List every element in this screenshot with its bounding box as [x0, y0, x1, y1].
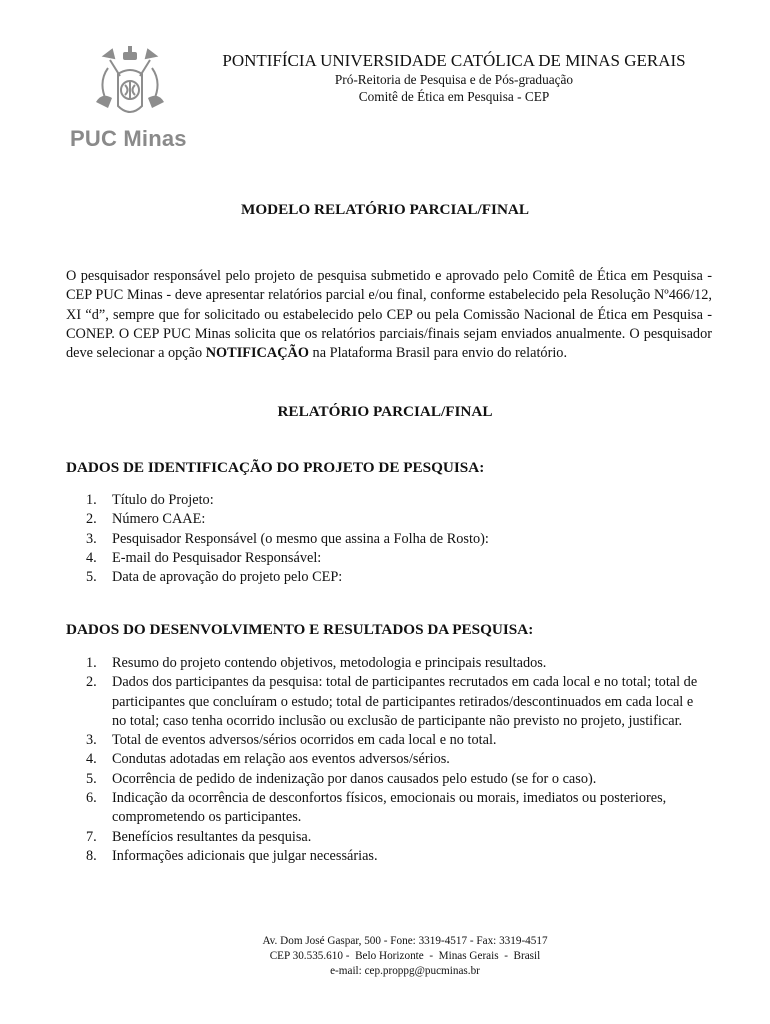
intro-bold-option: NOTIFICAÇÃO: [205, 345, 309, 362]
item-number: 8.: [86, 847, 97, 864]
item-text: Ocorrência de pedido de indenização por danos causados pelo estudo (se for o caso).: [112, 770, 597, 787]
section-heading-identification: DADOS DE IDENTIFICAÇÃO DO PROJETO DE PESQUISA:: [66, 459, 485, 476]
university-name: PONTIFÍCIA UNIVERSIDADE CATÓLICA DE MINAS GERAIS: [222, 51, 686, 70]
list-item: [66, 750, 706, 769]
footer-email: e-mail: cep.proppg@pucminas.br: [330, 965, 480, 977]
footer-city: CEP 30.535.610 - Belo Horizonte - Minas Gerais - Brasil: [269, 950, 541, 962]
footer-address: Av. Dom José Gaspar, 500 - Fone: 3319-4517 - Fax: 3319-4517: [262, 935, 548, 947]
list-item: [66, 828, 706, 847]
item-number: 3.: [86, 530, 97, 547]
page-footer: [200, 934, 610, 979]
item-text: Resumo do projeto contendo objetivos, metodologia e principais resultados.: [112, 655, 547, 671]
intro-paragraph: [66, 267, 712, 363]
item-number: 6.: [86, 790, 97, 807]
list-item: [66, 549, 666, 568]
report-subtitle: RELATÓRIO PARCIAL/FINAL: [277, 403, 493, 420]
list-item: [66, 530, 666, 549]
list-item: [66, 770, 706, 789]
item-text: Indicação da ocorrência de desconfortos físicos, emocionais ou morais, imediatos ou posteriores, comprometendo os participantes.: [112, 790, 667, 826]
institution-header: [200, 51, 708, 105]
item-text: Benefícios resultantes da pesquisa.: [112, 828, 312, 845]
item-number: 1.: [86, 492, 97, 508]
item-text: Título do Projeto:: [112, 492, 214, 508]
item-text: Total de eventos adversos/sérios ocorridos em cada local e no total.: [112, 732, 497, 749]
item-number: 3.: [86, 732, 97, 749]
item-number: 4.: [86, 549, 97, 566]
list-item: [66, 510, 666, 529]
item-text: E-mail do Pesquisador Responsável:: [112, 549, 322, 566]
list-item: [66, 731, 706, 750]
identification-list: [66, 491, 666, 587]
committee-name: Comitê de Ética em Pesquisa - CEP: [358, 89, 550, 104]
intro-text-before: O pesquisador responsável pelo projeto de pesquisa submetido e aprovado pelo Comitê de Ética em Pesquisa - CEP PUC Minas - deve apresentar relatórios parcial e/ou final, conforme estabelecido pela Resolução Nº466/12, XI “d”, sempre que for solicitado ou estabelecido pelo CEP ou pela Comissão Nacional de Ética em Pesquisa - CONEP. O CEP PUC Minas solicita que os relatórios parciais/finais sejam enviados anualmente. O pesquisador deve selecionar a opção: [66, 268, 712, 362]
item-number: 5.: [86, 569, 97, 586]
item-text: Condutas adotadas em relação aos eventos adversos/sérios.: [112, 751, 450, 768]
item-text: Data de aprovação do projeto pelo CEP:: [112, 569, 343, 586]
item-text: Pesquisador Responsável (o mesmo que assina a Folha de Rosto):: [112, 530, 489, 547]
item-number: 4.: [86, 751, 97, 768]
document-title: MODELO RELATÓRIO PARCIAL/FINAL: [240, 201, 530, 218]
item-number: 2.: [86, 511, 97, 528]
item-number: 1.: [86, 655, 97, 671]
list-item: [66, 654, 706, 673]
intro-text-after: na Plataforma Brasil para envio do relatório.: [308, 345, 568, 362]
item-number: 5.: [86, 770, 97, 787]
item-text: Dados dos participantes da pesquisa: total de participantes recrutados em cada local e no total; total de participantes que concluíram o estudo; total de participantes retirados/descontinuados em cada local e no total; caso tenha ocorrido inclusão ou exclusão de participante não previsto no projeto, justificar.: [112, 674, 698, 729]
item-number: 7.: [86, 828, 97, 845]
list-item: [66, 491, 666, 510]
results-list: [66, 654, 706, 866]
item-text: Informações adicionais que julgar necessárias.: [112, 847, 378, 864]
coat-of-arms-icon: [90, 46, 170, 124]
brand-wordmark: PUC Minas: [70, 126, 187, 151]
section-heading-results: DADOS DO DESENVOLVIMENTO E RESULTADOS DA PESQUISA:: [66, 621, 534, 638]
item-number: 2.: [86, 674, 97, 691]
list-item: [66, 789, 706, 828]
list-item: [66, 847, 706, 866]
list-item: [66, 568, 666, 587]
item-text: Número CAAE:: [112, 511, 206, 528]
office-name: Pró-Reitoria de Pesquisa e de Pós-graduação: [334, 72, 574, 87]
puc-minas-logo: [66, 46, 196, 156]
list-item: [66, 673, 706, 731]
